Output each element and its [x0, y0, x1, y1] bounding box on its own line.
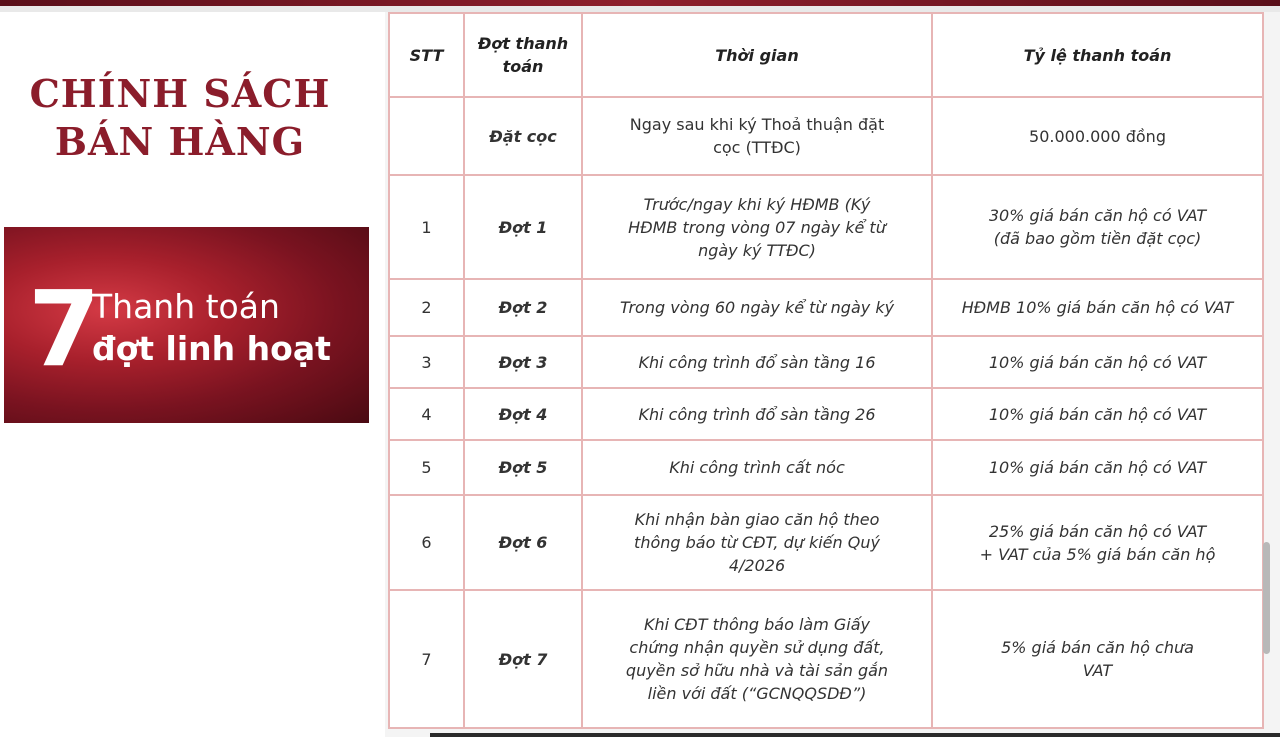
cell-rate — [932, 495, 1263, 590]
table-row — [389, 440, 1263, 495]
cell-stt: 2 — [389, 279, 464, 336]
banner-number: 7 — [28, 268, 101, 390]
title-line-2: BÁN HÀNG — [54, 119, 306, 164]
cell-rate — [932, 97, 1263, 175]
cell-time — [582, 495, 932, 590]
cell-time-line: Khi nhận bàn giao căn hộ theo — [634, 510, 880, 529]
header-stt: STT — [389, 13, 464, 97]
cell-rate — [932, 590, 1263, 728]
cell-rate — [932, 440, 1263, 495]
promo-banner — [4, 227, 369, 423]
cell-stt: 1 — [389, 175, 464, 279]
cell-stt: 3 — [389, 336, 464, 388]
cell-rate-line: (đã bao gồm tiền đặt cọc) — [993, 229, 1202, 248]
banner-line-1: Thanh toán — [92, 287, 280, 326]
cell-dot: Đợt 6 — [464, 495, 582, 590]
cell-time-line: chứng nhận quyền sử dụng đất, — [629, 638, 885, 657]
banner-line-2: đợt linh hoạt — [92, 329, 331, 368]
table-row — [389, 279, 1263, 336]
cell-time-line: liền với đất (“GCNQQSDĐ”) — [647, 684, 867, 703]
table-row — [389, 495, 1263, 590]
payment-schedule-table — [388, 12, 1264, 729]
header-rate: Tỷ lệ thanh toán — [932, 13, 1263, 97]
table-row — [389, 97, 1263, 175]
cell-time-line: ngày ký TTĐC) — [698, 240, 816, 260]
cell-dot: Đợt 3 — [464, 336, 582, 388]
table-row — [389, 590, 1263, 728]
cell-rate — [932, 279, 1263, 336]
table-row — [389, 388, 1263, 440]
cell-time — [582, 590, 932, 728]
cell-dot: Đợt 4 — [464, 388, 582, 440]
table-row — [389, 336, 1263, 388]
cell-rate — [932, 388, 1263, 440]
cell-rate-line: + VAT của 5% giá bán căn hộ — [979, 544, 1216, 564]
table-row — [389, 175, 1263, 279]
cell-time — [582, 388, 932, 440]
cell-dot: Đợt 1 — [464, 175, 582, 279]
cell-rate-line: 50.000.000 đồng — [1029, 126, 1166, 146]
header-dot: Đợt thanh toán — [464, 13, 582, 97]
cell-time — [582, 440, 932, 495]
cell-time-line: Khi CĐT thông báo làm Giấy — [643, 615, 871, 634]
cell-dot: Đợt 7 — [464, 590, 582, 728]
cell-rate-line: 5% giá bán căn hộ chưa — [1001, 638, 1194, 657]
header-time: Thời gian — [582, 13, 932, 97]
cell-dot: Đặt cọc — [464, 97, 582, 175]
cell-time-line: quyền sở hữu nhà và tài sản gắn — [625, 661, 889, 680]
cell-time-line: Trước/ngay khi ký HĐMB (Ký — [643, 194, 871, 214]
cell-rate-line: VAT — [1082, 661, 1113, 680]
cell-time-line: 4/2026 — [728, 556, 786, 575]
cell-rate-line: HĐMB 10% giá bán căn hộ có VAT — [961, 298, 1234, 317]
cell-rate-line: 10% giá bán căn hộ có VAT — [988, 404, 1207, 424]
cell-rate — [932, 336, 1263, 388]
cell-dot: Đợt 2 — [464, 279, 582, 336]
cell-time-line: HĐMB trong vòng 07 ngày kể từ — [628, 217, 886, 237]
cell-time-line: Khi công trình cất nóc — [669, 458, 845, 477]
cell-time-line: Khi công trình đổ sàn tầng 16 — [638, 352, 876, 372]
table-header-row — [389, 13, 1263, 97]
cell-time — [582, 175, 932, 279]
cell-stt: 5 — [389, 440, 464, 495]
cell-rate-line: 10% giá bán căn hộ có VAT — [988, 458, 1207, 477]
cell-rate — [932, 175, 1263, 279]
cell-rate-line: 30% giá bán căn hộ có VAT — [988, 206, 1207, 225]
cell-stt: 7 — [389, 590, 464, 728]
cell-stt: 6 — [389, 495, 464, 590]
cell-time-line: Trong vòng 60 ngày kể từ ngày ký — [619, 298, 895, 317]
cell-time-line: Khi công trình đổ sàn tầng 26 — [638, 404, 876, 424]
cell-stt — [389, 97, 464, 175]
cell-time-line: thông báo từ CĐT, dự kiến Quý — [634, 533, 880, 552]
page-title — [0, 70, 360, 166]
cell-dot: Đợt 5 — [464, 440, 582, 495]
bottom-edge-strip — [430, 733, 1280, 737]
cell-stt: 4 — [389, 388, 464, 440]
cell-time — [582, 279, 932, 336]
cell-time-line: cọc (TTĐC) — [713, 138, 801, 157]
cell-rate-line: 25% giá bán căn hộ có VAT — [988, 521, 1207, 541]
cell-time-line: Ngay sau khi ký Thoả thuận đặt — [629, 115, 885, 134]
cell-time — [582, 97, 932, 175]
vertical-scrollbar[interactable] — [1263, 542, 1270, 654]
cell-rate-line: 10% giá bán căn hộ có VAT — [988, 352, 1207, 372]
payment-schedule-table-wrapper — [388, 12, 1262, 727]
cell-time — [582, 336, 932, 388]
title-line-1: CHÍNH SÁCH — [29, 71, 331, 116]
